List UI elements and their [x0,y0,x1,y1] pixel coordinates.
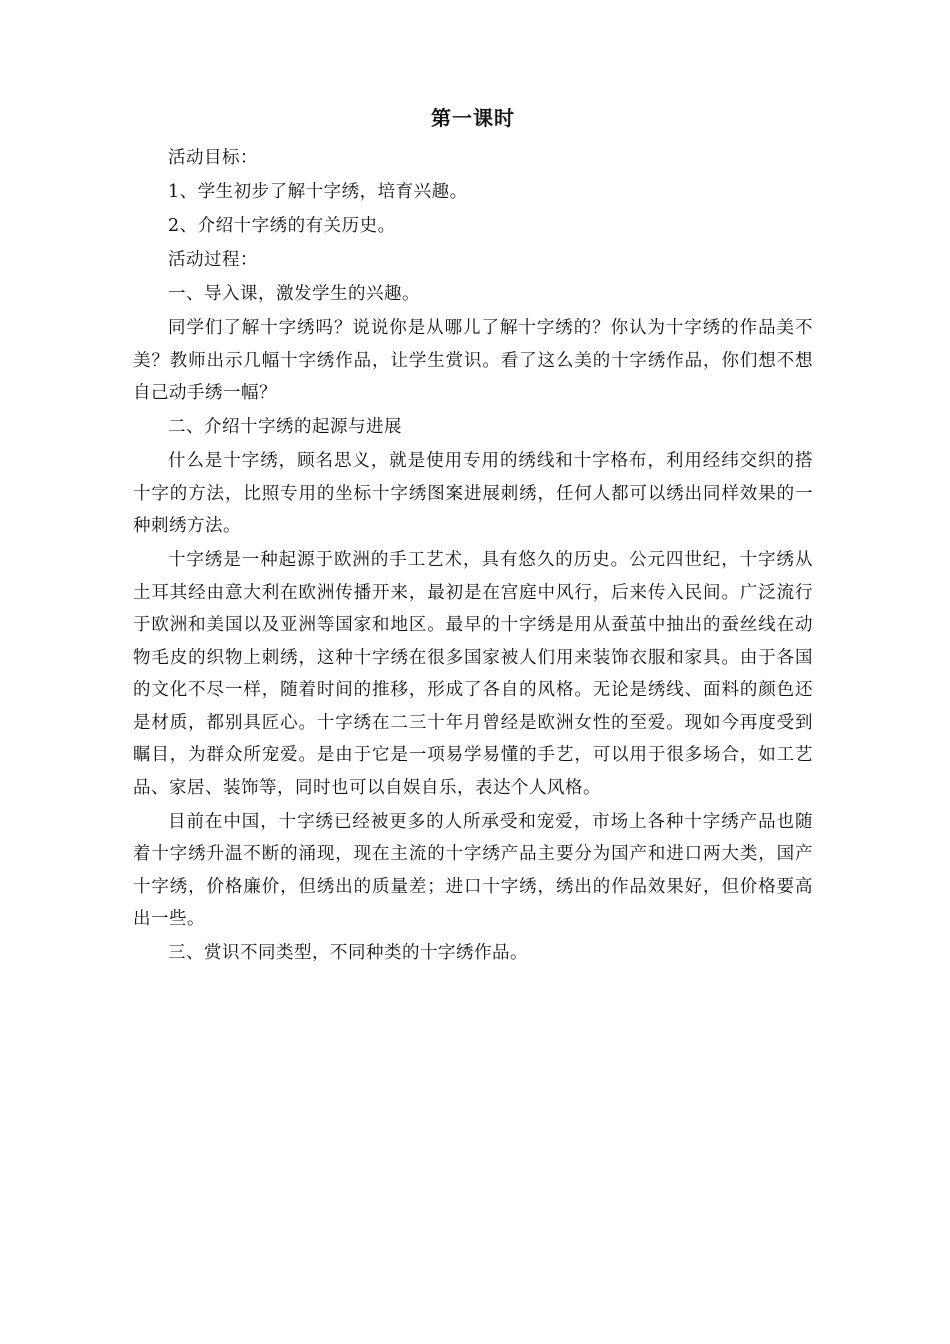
paragraph-goal-1: 1、学生初步了解十字绣，培育兴趣。 [168,182,468,202]
paragraph-intro-questions: 同学们了解十字绣吗？说说你是从哪儿了解十字绣的？你认为十字绣的作品美不美？教师出示几幅十字绣作品，让学生赏识。看了这么美的十字绣作品，你们想不想自己动手绣一幅？ [133,318,813,403]
paragraph-goals-heading: 活动目标： [168,148,258,168]
paragraph-section-1-heading: 一、导入课，激发学生的兴趣。 [168,284,420,304]
paragraph-goal-2: 2、介绍十字绣的有关历史。 [168,216,396,236]
paragraph-section-3-heading: 三、赏识不同类型，不同种类的十字绣作品。 [168,943,528,963]
paragraph-definition: 什么是十字绣，顾名思义，就是使用专用的绣线和十字格布，利用经纬交织的搭十字的方法，比照专用的坐标十字绣图案进展刺绣，任何人都可以绣出同样效果的一种刺绣方法。 [133,451,813,536]
paragraph-china-market: 目前在中国，十字绣已经被更多的人所承受和宠爱，市场上各种十字绣产品也随着十字绣升温不断的涌现，现在主流的十字绣产品主要分为国产和进口两大类，国产十字绣，价格廉价，但绣出的质量差；进口十字绣，绣出的作品效果好，但价格要高出一些。 [133,811,813,929]
document-page [133,100,813,971]
paragraph-history: 十字绣是一种起源于欧洲的手工艺术，具有悠久的历史。公元四世纪，十字绣从土耳其经由意大利在欧洲传播开来，最初是在宫庭中风行，后来传入民间。广泛流行于欧洲和美国以及亚洲等国家和地区。最早的十字绣是用从蚕茧中抽出的蚕丝线在动物毛皮的织物上刺绣，这种十字绣在很多国家被人们用来装饰衣服和家具。由于各国的文化不尽一样，随着时间的推移，形成了各自的风格。无论是绣线、面料的颜色还是材质，都别具匠心。十字绣在二三十年月曾经是欧洲女性的至爱。现如今再度受到瞩目，为群众所宠爱。是由于它是一项易学易懂的手艺，可以用于很多场合，如工艺品、家居、装饰等，同时也可以自娱自乐，表达个人风格。 [133,550,813,798]
paragraph-section-2-heading: 二、介绍十字绣的起源与进展 [168,417,402,437]
page-title: 第一课时 [431,106,515,130]
paragraph-process-heading: 活动过程： [168,250,258,270]
